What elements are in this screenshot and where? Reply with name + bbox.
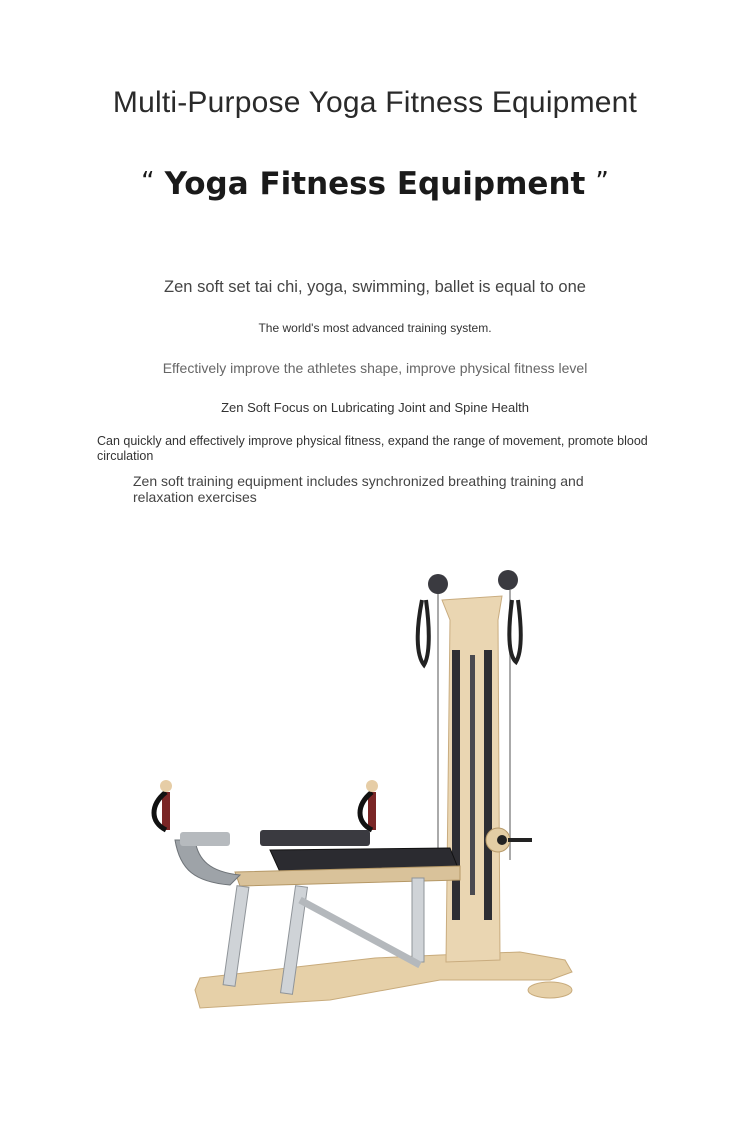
leg-rear bbox=[412, 878, 424, 962]
description-line-1: Zen soft set tai chi, yoga, swimming, ballet is equal to one bbox=[164, 278, 586, 296]
wooden-base bbox=[195, 952, 572, 1008]
diagonal-brace bbox=[300, 900, 420, 965]
weight-handle-bar bbox=[508, 838, 532, 842]
close-quote-mark: ” bbox=[595, 167, 609, 197]
pulley-right bbox=[498, 570, 518, 590]
description-line-2: The world's most advanced training system. bbox=[258, 321, 492, 335]
description-line-4: Zen Soft Focus on Lubricating Joint and Spine Health bbox=[221, 400, 529, 415]
foot-plate bbox=[180, 832, 230, 846]
seat-frame bbox=[235, 866, 460, 886]
description-line-5: Can quickly and effectively improve physical fitness, expand the range of movement, promote blood circulation bbox=[97, 434, 648, 463]
tower-rail-right bbox=[484, 650, 492, 920]
open-quote-mark: “ bbox=[141, 167, 155, 197]
handle-left bbox=[154, 780, 172, 830]
foot-arm bbox=[175, 840, 240, 885]
shoulder-block bbox=[260, 830, 370, 846]
strap-left bbox=[418, 600, 429, 665]
leg-front-left bbox=[223, 886, 249, 987]
description-line-6: Zen soft training equipment includes synchronized breathing training and relaxation exercises bbox=[133, 473, 584, 505]
description-line-3: Effectively improve the athletes shape, improve physical fitness level bbox=[162, 360, 588, 376]
page-title: Multi-Purpose Yoga Fitness Equipment bbox=[112, 86, 638, 119]
yoga-fitness-machine-image bbox=[140, 560, 590, 1010]
pulley-left bbox=[428, 574, 448, 594]
subtitle-text: Yoga Fitness Equipment bbox=[164, 166, 586, 202]
handle-right bbox=[360, 780, 378, 830]
tower-center-bar bbox=[470, 655, 475, 895]
base-foot bbox=[528, 982, 572, 998]
strap-right bbox=[509, 600, 520, 662]
subtitle-heading bbox=[0, 166, 750, 202]
weight-knob bbox=[497, 835, 507, 845]
